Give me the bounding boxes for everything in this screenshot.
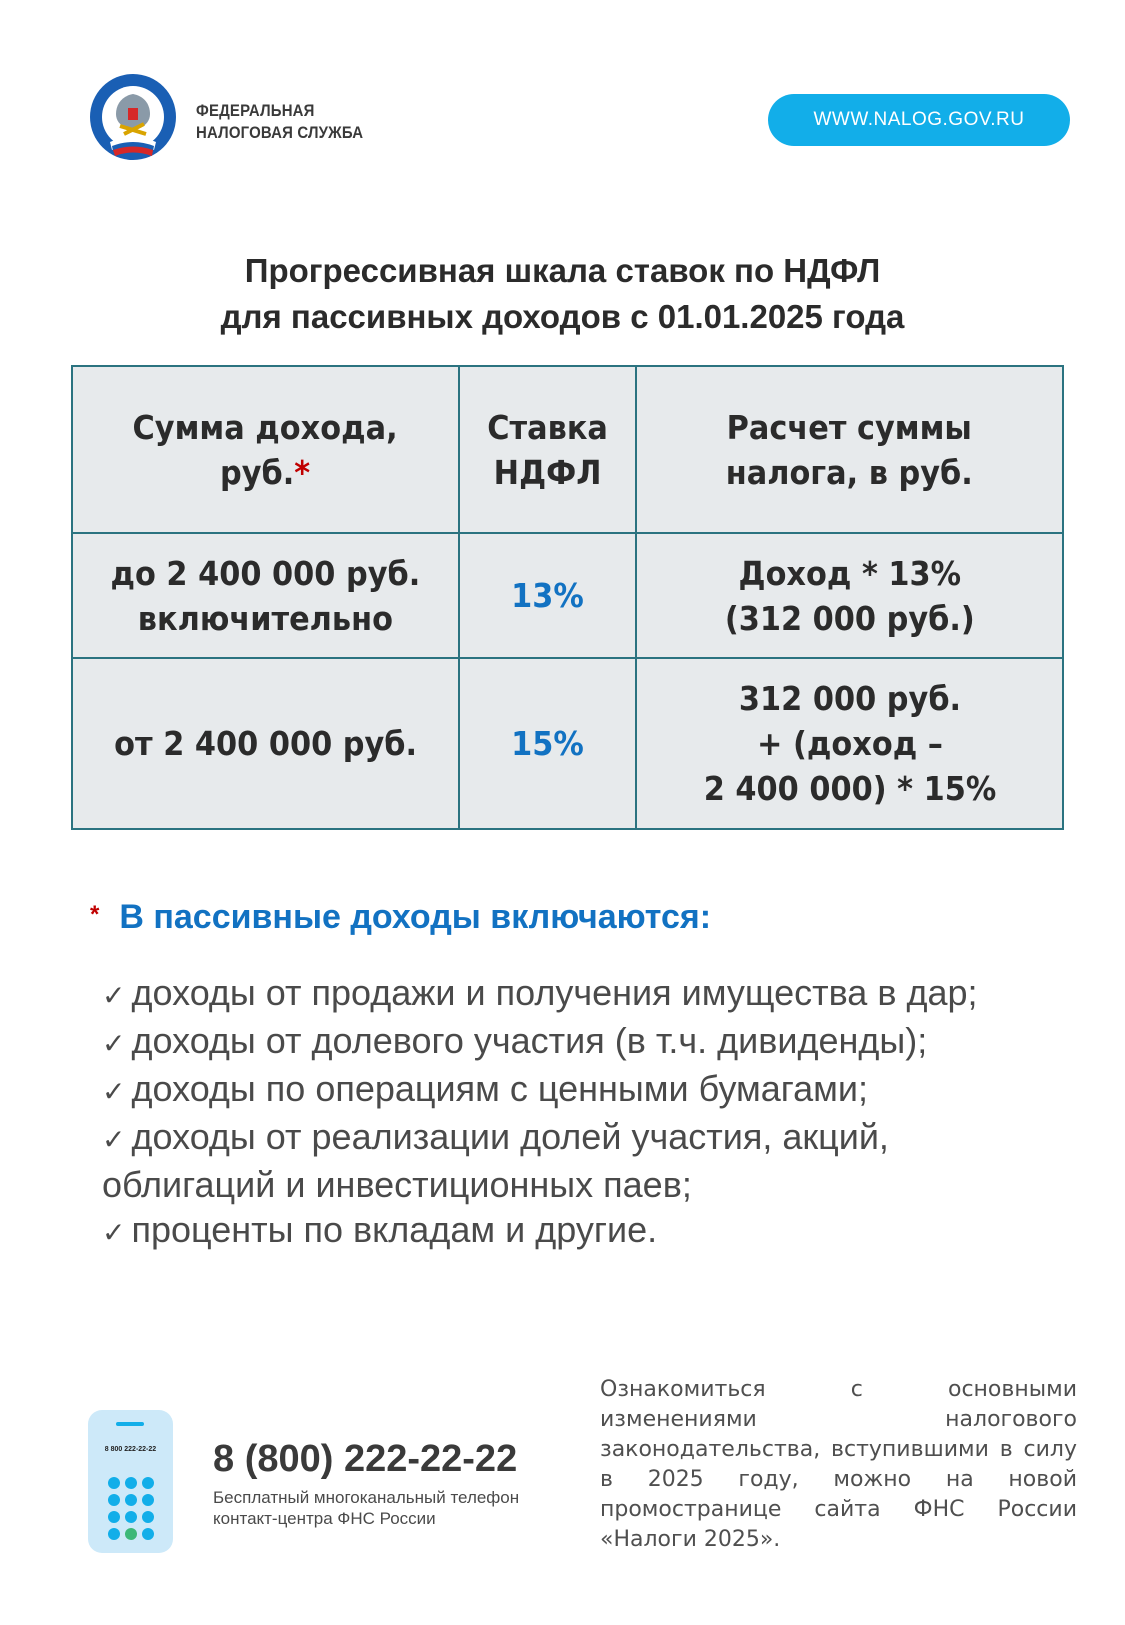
- phone-icon: [88, 1410, 173, 1553]
- row-calc-line1: 312 000 руб.: [738, 679, 961, 718]
- rate-value: 15%: [511, 724, 584, 763]
- check-icon: ✓: [102, 1076, 126, 1107]
- check-icon: ✓: [102, 980, 126, 1011]
- keypad-dot: [142, 1494, 154, 1506]
- list-item-text: доходы от долевого участия (в т.ч. дивиденды);: [131, 1020, 928, 1061]
- row-income: [72, 533, 459, 658]
- phone-icon-number: 8 800 222-22-22: [104, 1446, 157, 1453]
- check-icon: ✓: [102, 1217, 126, 1248]
- hotline-desc-line2: контакт-центра ФНС России: [213, 1509, 436, 1528]
- row-calc-line1: Доход * 13%: [738, 553, 961, 593]
- table-header-row: [72, 366, 1063, 533]
- row-income-line1: от 2 400 000 руб.: [113, 724, 417, 763]
- tax-rate-table: [71, 365, 1064, 830]
- check-icon: ✓: [102, 1124, 126, 1155]
- page-title: [0, 248, 1125, 340]
- table-row: [72, 533, 1063, 658]
- website-link-button[interactable]: WWW.NALOG.GOV.RU: [768, 94, 1070, 146]
- keypad-dot: [125, 1477, 137, 1489]
- list-item: [102, 1066, 1042, 1114]
- passive-income-heading: [90, 898, 711, 937]
- org-name-line1: ФЕДЕРАЛЬНАЯ: [196, 101, 315, 120]
- keypad-icon: [108, 1477, 154, 1540]
- list-item-text: доходы по операциям с ценными бумагами;: [131, 1068, 869, 1109]
- row-rate: [459, 533, 637, 658]
- keypad-dot: [108, 1528, 120, 1540]
- row-income: [72, 658, 459, 829]
- list-item: [102, 1207, 1042, 1255]
- fns-logo: [88, 72, 178, 162]
- header-rate-line1: Ставка: [487, 407, 608, 447]
- keypad-dot: [142, 1528, 154, 1540]
- hotline-description: [213, 1487, 519, 1529]
- list-item-text: доходы от продажи и получения имущества в дар;: [131, 972, 978, 1013]
- keypad-call-dot: [125, 1528, 137, 1540]
- rate-value: 13%: [511, 576, 584, 615]
- hotline-phone-number[interactable]: 8 (800) 222-22-22: [213, 1438, 518, 1480]
- footnote-marker: *: [90, 901, 100, 928]
- passive-income-list: [102, 970, 1042, 1255]
- row-income-line1: до 2 400 000 руб.: [110, 553, 421, 593]
- keypad-dot: [125, 1494, 137, 1506]
- check-icon: ✓: [102, 1028, 126, 1059]
- header-calc-line1: Расчет суммы: [727, 407, 973, 447]
- org-name: [196, 100, 363, 144]
- list-item: [102, 1114, 1042, 1207]
- keypad-dot: [142, 1511, 154, 1523]
- row-rate: [459, 658, 637, 829]
- list-item: [102, 970, 1042, 1018]
- passive-heading-text: В пассивные доходы включаются:: [119, 898, 712, 936]
- keypad-dot: [125, 1511, 137, 1523]
- header-income-line1: Сумма дохода,: [132, 407, 398, 447]
- row-calc-line2: (312 000 руб.): [724, 598, 975, 638]
- row-calc-line2: + (доход –: [756, 724, 943, 763]
- phone-speaker: [116, 1422, 144, 1426]
- keypad-dot: [142, 1477, 154, 1489]
- keypad-dot: [108, 1511, 120, 1523]
- page-title-line1: Прогрессивная шкала ставок по НДФЛ: [244, 252, 881, 289]
- row-calculation: [636, 658, 1063, 829]
- taxes-2025-note: Ознакомиться с основными изменениями налогового законодательства, вступившими в силу в 2025 году, можно на новой промостранице сайта ФНС России «Налоги 2025».: [600, 1377, 1077, 1552]
- header-rate-line2: НДФЛ: [493, 452, 602, 492]
- list-item-text: проценты по вкладам и другие.: [131, 1209, 658, 1250]
- page-title-line2: для пассивных доходов с 01.01.2025 года: [220, 298, 905, 335]
- keypad-dot: [108, 1477, 120, 1489]
- table-row: [72, 658, 1063, 829]
- list-item: [102, 1018, 1042, 1066]
- footnote-marker: *: [294, 452, 311, 492]
- hotline-desc-line1: Бесплатный многоканальный телефон: [213, 1488, 520, 1507]
- row-calc-line3: 2 400 000) * 15%: [703, 769, 996, 808]
- header-calculation: [636, 366, 1063, 533]
- list-item-text: доходы от реализации долей участия, акций, облигаций и инвестиционных паев;: [102, 1116, 889, 1205]
- header-calc-line2: налога, в руб.: [726, 452, 974, 492]
- keypad-dot: [108, 1494, 120, 1506]
- row-income-line2: включительно: [137, 598, 393, 638]
- header-income: [72, 366, 459, 533]
- emblem-icon: [88, 72, 178, 162]
- org-name-line2: НАЛОГОВАЯ СЛУЖБА: [196, 123, 364, 142]
- row-calculation: [636, 533, 1063, 658]
- header-income-line2: руб.: [220, 452, 295, 492]
- header-rate: [459, 366, 637, 533]
